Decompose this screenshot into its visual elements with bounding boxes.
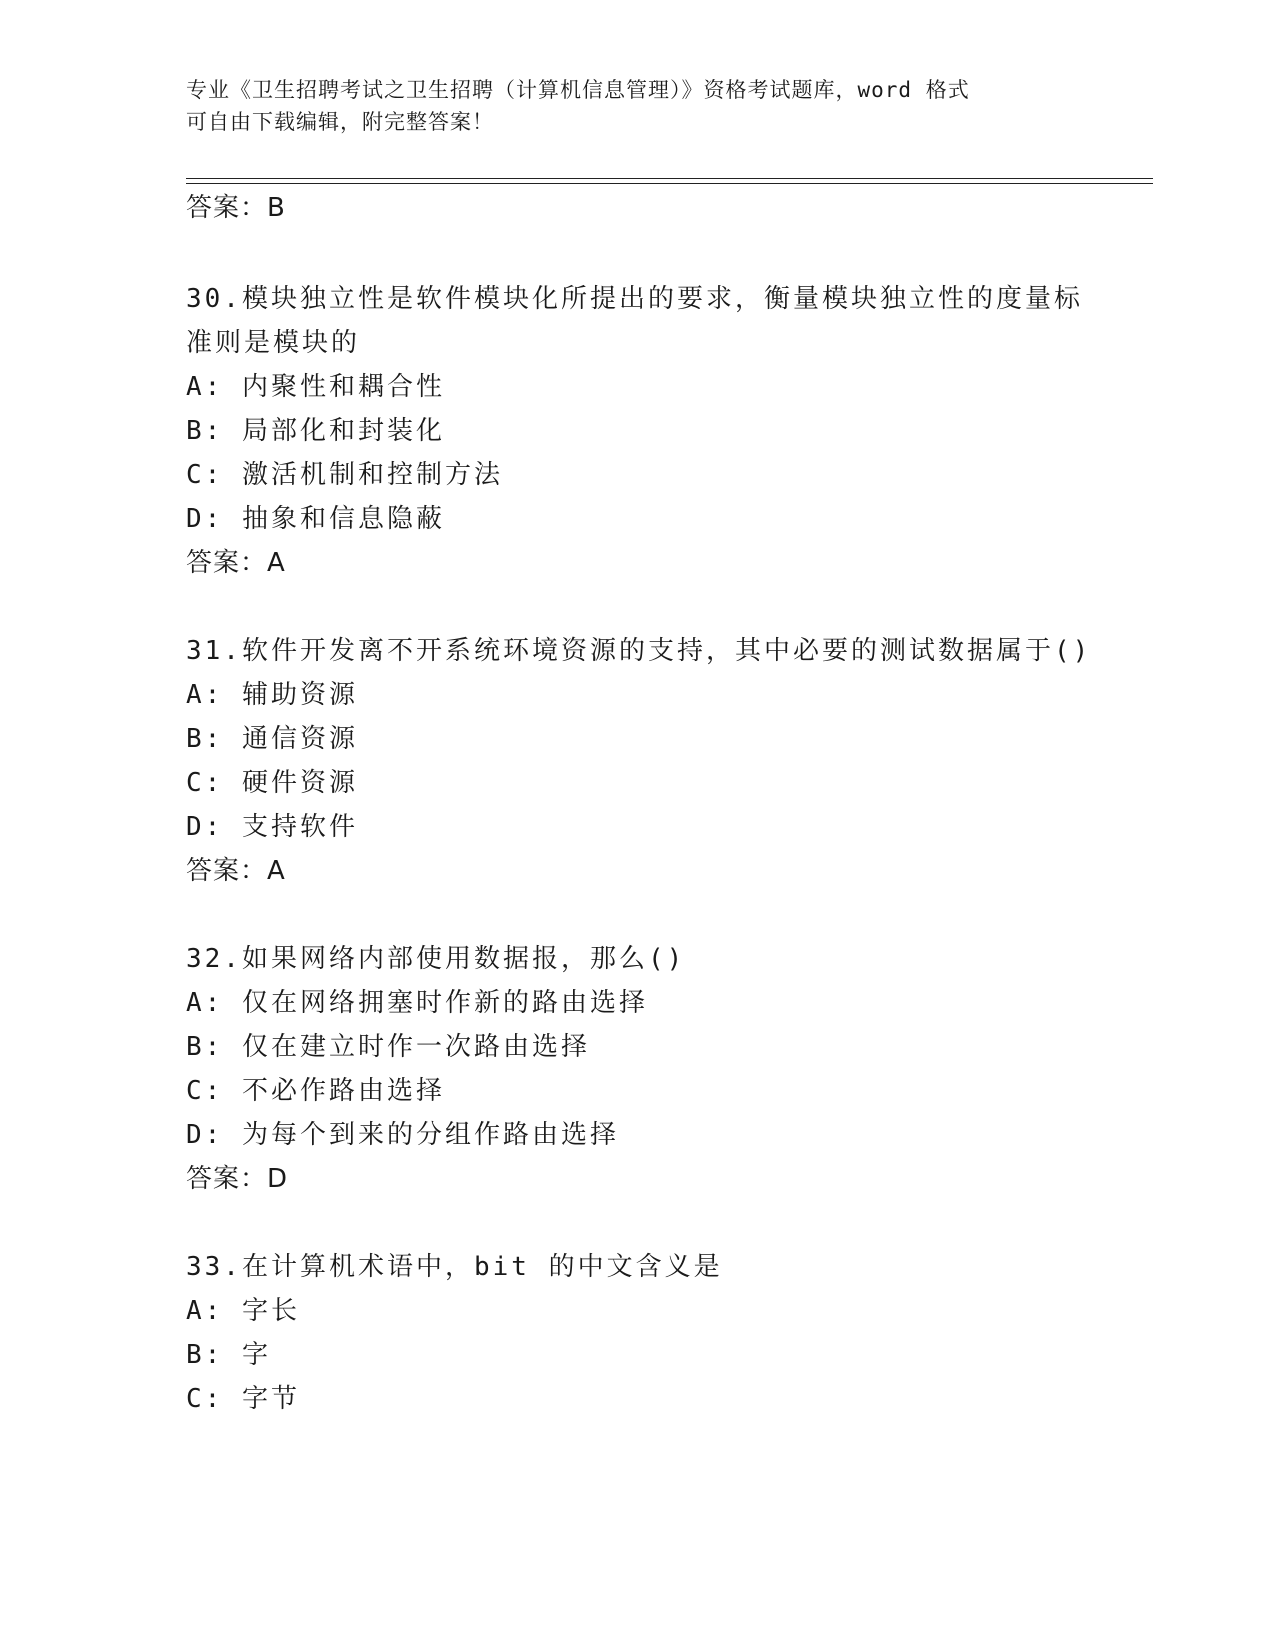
- header-divider-top: [186, 178, 1153, 179]
- question-32-option-b: B: 仅在建立时作一次路由选择: [186, 1032, 590, 1062]
- question-33-stem: 33.在计算机术语中，bit 的中文含义是: [186, 1252, 723, 1282]
- question-32-option-a: A: 仅在网络拥塞时作新的路由选择: [186, 988, 648, 1018]
- question-33-option-c: C: 字节: [186, 1384, 300, 1414]
- question-30-option-a: A: 内聚性和耦合性: [186, 372, 445, 402]
- question-32-answer: 答案：D: [186, 1164, 289, 1194]
- question-30-option-d: D: 抽象和信息隐蔽: [186, 504, 445, 534]
- question-33-option-a: A: 字长: [186, 1296, 300, 1326]
- question-31-option-a: A: 辅助资源: [186, 680, 358, 710]
- question-30-stem-line-1: 30.模块独立性是软件模块化所提出的要求，衡量模块独立性的度量标: [186, 284, 1083, 314]
- header-line-1: 专业《卫生招聘考试之卫生招聘（计算机信息管理）》资格考试题库，word 格式: [186, 78, 970, 102]
- question-30-answer: 答案：A: [186, 548, 286, 578]
- question-30-option-c: C: 激活机制和控制方法: [186, 460, 503, 490]
- question-30-option-b: B: 局部化和封装化: [186, 416, 445, 446]
- question-31-answer: 答案：A: [186, 856, 286, 886]
- question-33-option-b: B: 字: [186, 1340, 271, 1370]
- question-32-stem: 32.如果网络内部使用数据报，那么(): [186, 944, 686, 974]
- question-32-option-c: C: 不必作路由选择: [186, 1076, 445, 1106]
- header-divider-bottom: [186, 183, 1153, 184]
- document-header: [186, 74, 1066, 138]
- question-31-option-b: B: 通信资源: [186, 724, 358, 754]
- header-line-2: 可自由下载编辑，附完整答案！: [186, 110, 494, 134]
- question-31-option-c: C: 硬件资源: [186, 768, 358, 798]
- question-32-option-d: D: 为每个到来的分组作路由选择: [186, 1120, 619, 1150]
- question-30-stem-line-2: 准则是模块的: [186, 328, 361, 358]
- question-31-option-d: D: 支持软件: [186, 812, 358, 842]
- answer-previous-question: 答案：B: [186, 193, 286, 223]
- question-31-stem: 31.软件开发离不开系统环境资源的支持，其中必要的测试数据属于(): [186, 636, 1092, 666]
